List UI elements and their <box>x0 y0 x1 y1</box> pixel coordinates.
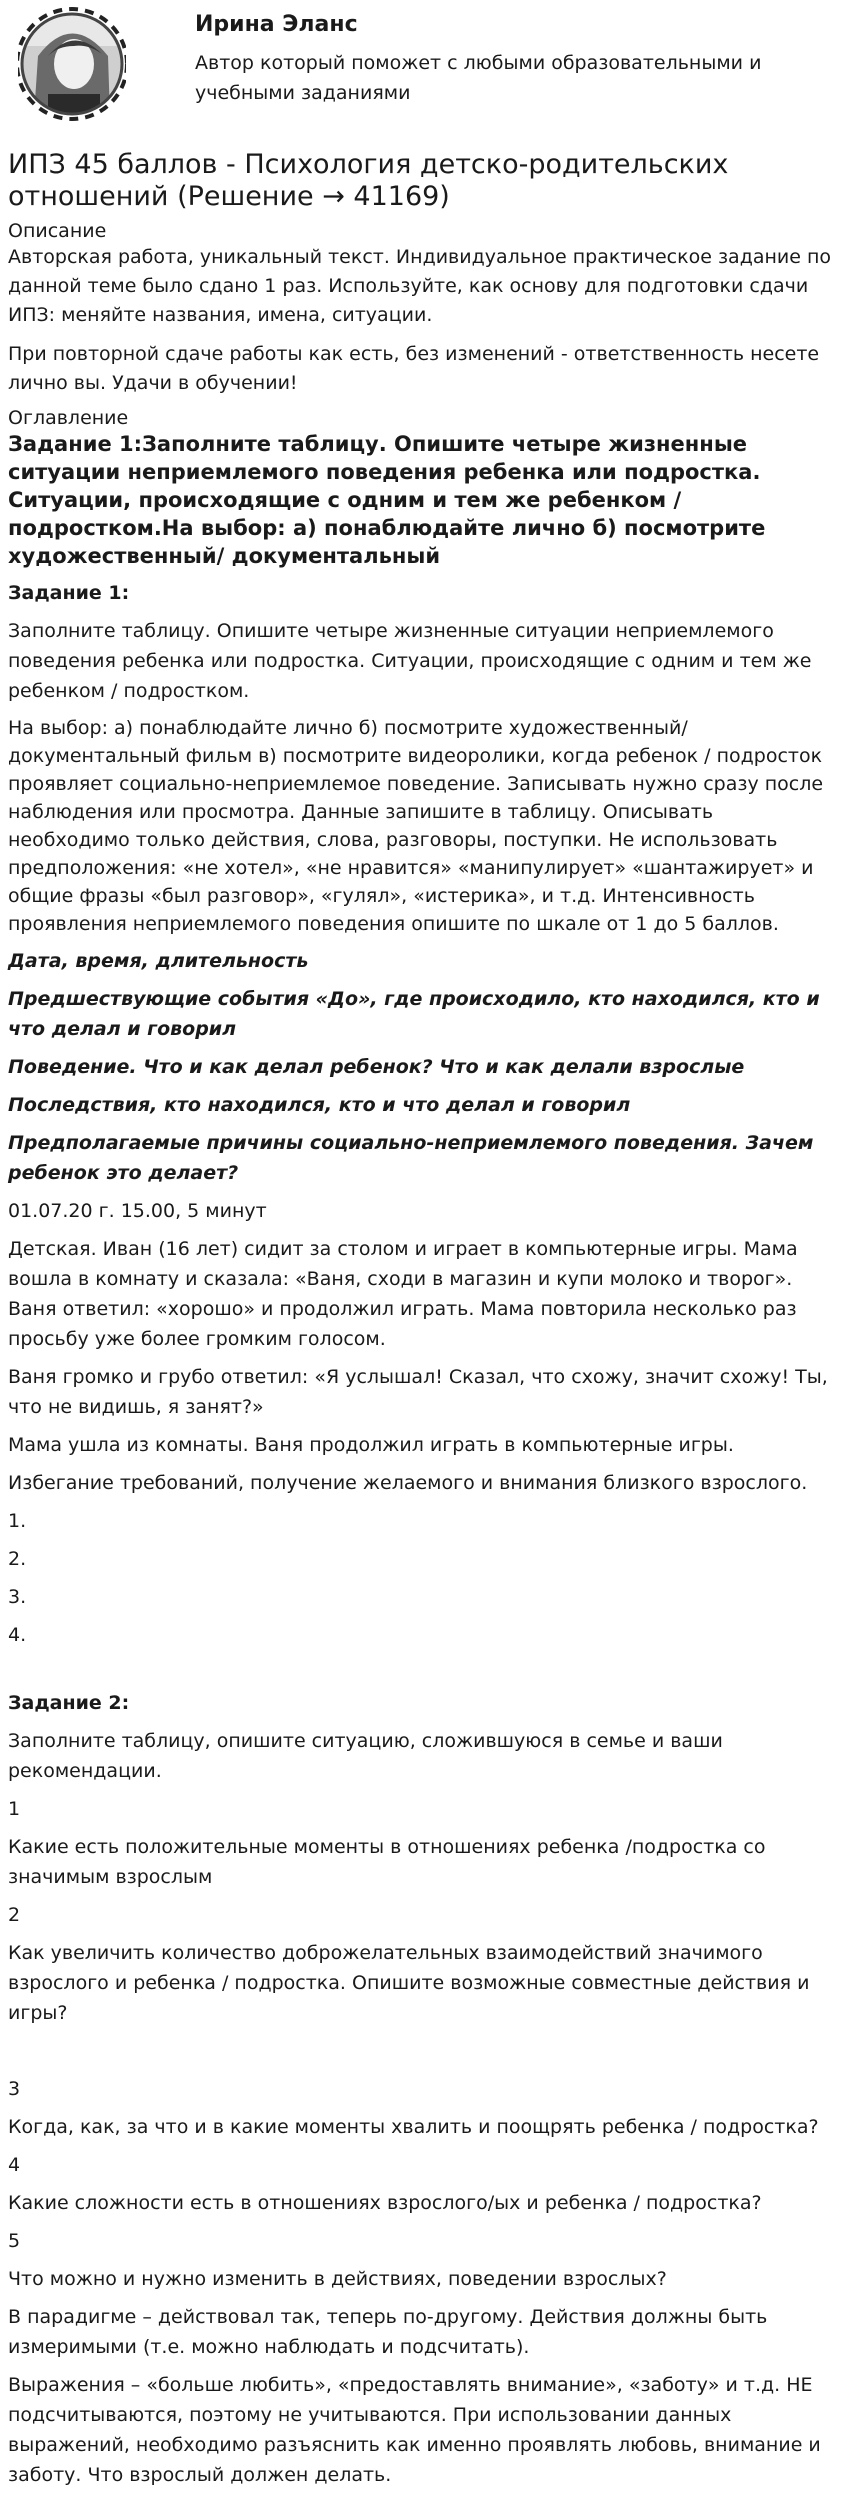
table-row-number: 2. <box>8 1548 27 1570</box>
description-paragraph-1: Авторская работа, уникальный текст. Индивидуальное практическое задание по данной теме было сдано 1 раз. Используйте, как основу для подготовки сдачи ИПЗ: меняйте названия, имена, ситуации. <box>8 246 832 326</box>
author-name[interactable]: Ирина Эланс <box>195 12 358 37</box>
task2-item-text: Какие есть положительные моменты в отношениях ребенка /подростка со значимым взрослым <box>8 1836 766 1888</box>
task1-label: Задание 1: <box>8 582 130 604</box>
task2-item-number: 5 <box>8 2230 21 2252</box>
table-cell-consequence: Мама ушла из комнаты. Ваня продолжил играть в компьютерные игры. <box>8 1434 734 1456</box>
task2-item-number: 1 <box>8 1798 21 1820</box>
work-title: ИПЗ 45 баллов - Психология детско-родительских отношений (Решение → 41169) <box>8 149 729 212</box>
author-header <box>8 0 839 150</box>
contents-task1-heading[interactable]: Задание 1:Заполните таблицу. Опишите четыре жизненные ситуации неприемлемого поведения ребенка или подростка. Ситуации, происходящие с одним и тем же ребенком / подростком.На выбор: а) понаблюдайте лично б) посмотрите художественный/ документальный <box>8 432 766 568</box>
description-label: Описание <box>8 220 107 242</box>
task2-item-text: Какие сложности есть в отношениях взрослого/ых и ребенка / подростка? <box>8 2192 762 2214</box>
task2-item-text: Как увеличить количество доброжелательных взаимодействий значимого взрослого и ребенка / подростка. Опишите возможные совместные действия и игры? <box>8 1942 810 2024</box>
task2-item-text: Что можно и нужно изменить в действиях, поведении взрослых? <box>8 2268 667 2290</box>
task2-paradigm-paragraph: В парадигме – действовал так, теперь по-другому. Действия должны быть измеримыми (т.е. можно наблюдать и подсчитать). <box>8 2306 768 2358</box>
task2-intro: Заполните таблицу, опишите ситуацию, сложившуюся в семье и ваши рекомендации. <box>8 1730 723 1782</box>
task2-expressions-paragraph: Выражения – «больше любить», «предоставлять внимание», «заботу» и т.д. НЕ подсчитываются, поэтому не учитываются. При использовании данных выражений, необходимо разъяснить как именно проявлять любовь, внимание и заботу. Что взрослый должен делать. <box>8 2374 821 2486</box>
table-cell-date: 01.07.20 г. 15.00, 5 минут <box>8 1200 267 1222</box>
table-cell-reason: Избегание требований, получение желаемого и внимания близкого взрослого. <box>8 1472 808 1494</box>
table-header-reason: Предполагаемые причины социально-неприемлемого поведения. Зачем ребенок это делает? <box>8 1132 814 1184</box>
table-header-behavior: Поведение. Что и как делал ребенок? Что и как делали взрослые <box>8 1056 745 1078</box>
table-header-date: Дата, время, длительность <box>8 950 309 972</box>
table-row-number: 1. <box>8 1510 27 1532</box>
table-header-consequence: Последствия, кто находился, кто и что делал и говорил <box>8 1094 631 1116</box>
task2-item-text: Когда, как, за что и в какие моменты хвалить и поощрять ребенка / подростка? <box>8 2116 819 2138</box>
task2-item-number: 2 <box>8 1904 21 1926</box>
task2-label: Задание 2: <box>8 1692 130 1714</box>
task2-item-number: 3 <box>8 2078 21 2100</box>
task1-paragraph-2: На выбор: а) понаблюдайте лично б) посмотрите художественный/ документальный фильм в) посмотрите видеоролики, когда ребенок / подросток проявляет социально-неприемлемое поведение. Записывать нужно сразу после наблюдения или просмотра. Данные запишите в таблицу. Описывать необходимо только действия, слова, разговоры, поступки. Не использовать предположения: «не хотел», «не нравится» «манипулирует» «шантажирует» и общие фразы «был разговор», «гулял», «истерика», и т.д. Интенсивность проявления неприемлемого поведения опишите по шкале от 1 до 5 баллов. <box>8 717 824 935</box>
contents-label: Оглавление <box>8 407 129 429</box>
table-header-before: Предшествующие события «До», где происходило, кто находился, кто и что делал и говорил <box>8 988 820 1040</box>
table-cell-before: Детская. Иван (16 лет) сидит за столом и играет в компьютерные игры. Мама вошла в комнату и сказала: «Ваня, сходи в магазин и купи молоко и творог». Ваня ответил: «хорошо» и продолжил играть. Мама повторила несколько раз просьбу уже более громким голосом. <box>8 1238 798 1350</box>
description-paragraph-2: При повторной сдаче работы как есть, без изменений - ответственность несете лично вы. Удачи в обучении! <box>8 343 820 394</box>
table-cell-behavior: Ваня громко и грубо ответил: «Я услышал! Сказал, что схожу, значит схожу! Ты, что не видишь, я занят?» <box>8 1366 828 1418</box>
table-row-number: 3. <box>8 1586 27 1608</box>
task2-item-number: 4 <box>8 2154 21 2176</box>
author-avatar[interactable] <box>18 6 126 122</box>
table-row-number: 4. <box>8 1624 27 1646</box>
task1-paragraph-1: Заполните таблицу. Опишите четыре жизненные ситуации неприемлемого поведения ребенка или подростка. Ситуации, происходящие с одним и тем же ребенком / подростком. <box>8 620 812 702</box>
author-description: Автор который поможет с любыми образовательными и учебными заданиями <box>195 52 762 104</box>
